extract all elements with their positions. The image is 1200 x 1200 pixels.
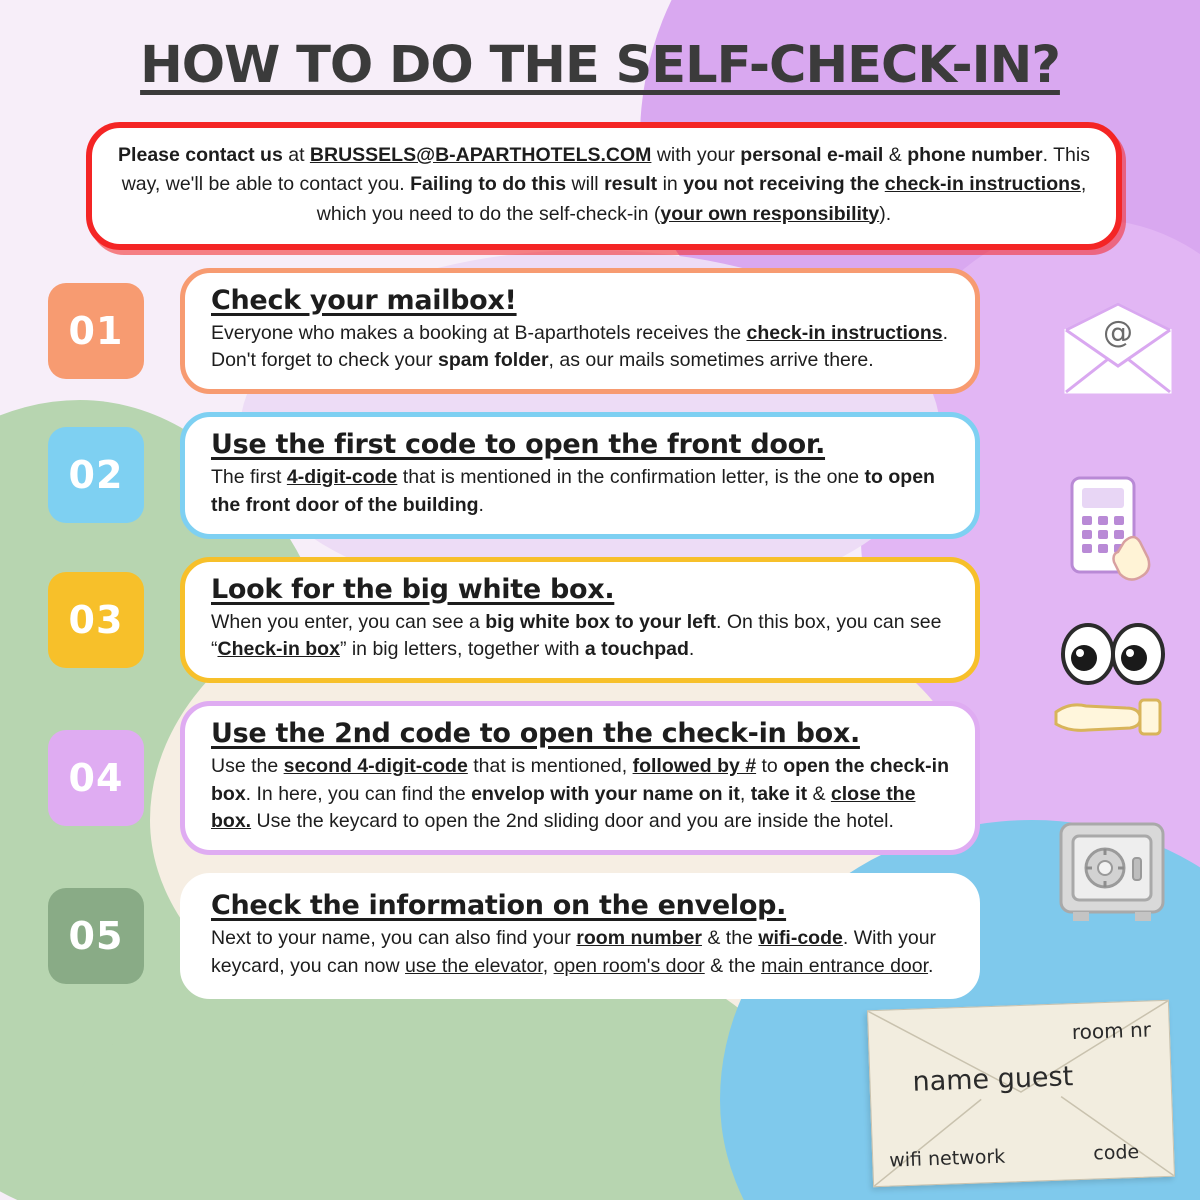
s5-underline-2: wifi-code xyxy=(758,926,843,949)
s1-text-2: . Don't forget to check your xyxy=(211,321,949,372)
step-card-01 xyxy=(180,268,980,394)
s5-text-3: . With your keycard, you can now xyxy=(211,926,937,977)
envelope-info-graphic xyxy=(867,1000,1175,1187)
notice-result: result xyxy=(604,173,658,196)
s3-text-4: . xyxy=(688,638,695,661)
s2-text-2: that is mentioned in the confirmation letter, is the one xyxy=(397,466,865,489)
notice-not-receiving: you not receiving the xyxy=(683,173,880,196)
envelope-guest-name-label: name guest xyxy=(912,1061,1074,1098)
notice-text-which: , which you need to do the self-check-in ( xyxy=(316,173,1087,225)
notice-contact-strong: Please contact us xyxy=(118,144,283,166)
notice-checkin-instructions: check-in instructions xyxy=(884,173,1081,196)
s1-underline-1: check-in instructions xyxy=(746,321,943,344)
envelope-room-nr-label: room nr xyxy=(1071,1017,1152,1045)
s4-underline-2: followed by # xyxy=(632,754,757,777)
svg-text:@: @ xyxy=(1103,315,1133,350)
step-title-01: Check your mailbox! xyxy=(211,284,517,316)
step-body-01 xyxy=(211,320,949,375)
s3-text-1: When you enter, you can see a xyxy=(211,610,486,633)
step-row-02 xyxy=(0,412,1200,538)
s2-text-1: The first xyxy=(211,466,287,489)
s3-bold-1: big white box to your left xyxy=(485,610,717,633)
s4-bold-3: take it xyxy=(750,782,808,805)
notice-own-responsibility: your own responsibility xyxy=(660,202,880,225)
s4-text-3: to xyxy=(756,754,784,777)
notice-failing: Failing to do this xyxy=(410,173,567,196)
step-title-02: Use the first code to open the front door. xyxy=(211,429,826,461)
s5-text-4: , xyxy=(542,954,554,977)
s4-text-2: that is mentioned, xyxy=(467,754,633,777)
s1-bold-1: spam folder xyxy=(438,349,549,372)
s2-bold-1: to open the front door of the building xyxy=(211,466,935,516)
s1-text-3: , as our mails sometimes arrive there. xyxy=(548,349,874,372)
envelope-wifi-network-label: wifi network xyxy=(888,1145,1006,1172)
keypad-touch-icon xyxy=(1058,472,1168,587)
step-card-05 xyxy=(180,873,980,999)
envelope-code-label: code xyxy=(1092,1140,1140,1165)
step-body-05 xyxy=(211,925,949,980)
step-number-01: 01 xyxy=(48,283,144,379)
step-body-03 xyxy=(211,609,949,664)
envelope-at-icon xyxy=(1058,300,1178,400)
s2-text-3: . xyxy=(478,493,484,516)
s5-text-5: & the xyxy=(704,954,762,977)
notice-personal-email: personal e-mail xyxy=(740,144,884,166)
step-body-02 xyxy=(211,464,949,519)
step-row-03 xyxy=(0,557,1200,683)
s5-underline-3: use the elevator xyxy=(405,954,543,977)
step-number-03: 03 xyxy=(48,572,144,668)
step-title-04: Use the 2nd code to open the check-in box. xyxy=(211,717,860,749)
notice-text-thisway: . This way, we'll be able to contact you. xyxy=(121,144,1090,196)
s4-text-1: Use the xyxy=(211,754,284,777)
s4-underline-1: second 4-digit-code xyxy=(283,754,468,777)
notice-text-amp: & xyxy=(888,144,902,166)
step-card-03 xyxy=(180,557,980,683)
s4-text-7: Use the keycard to open the 2nd sliding door and you are inside the hotel. xyxy=(251,810,894,833)
s5-text-1: Next to your name, you can also find your xyxy=(211,926,577,949)
notice-text-close: ). xyxy=(879,202,892,225)
notice-text-will: will xyxy=(571,173,599,196)
s4-text-4: . In here, you can find the xyxy=(245,782,472,805)
notice-text-with-your: with your xyxy=(656,144,735,166)
s5-underline-5: main entrance door xyxy=(761,954,929,977)
step-row-01 xyxy=(0,268,1200,394)
s2-underline-1: 4-digit-code xyxy=(286,466,398,489)
s1-text-1: Everyone who makes a booking at B-aparthotels receives the xyxy=(211,321,747,344)
notice-email: BRUSSELS@B-APARTHOTELS.COM xyxy=(309,144,652,166)
safe-box-icon xyxy=(1055,818,1170,923)
step-number-04: 04 xyxy=(48,730,144,826)
s4-text-6: & xyxy=(807,782,831,805)
s5-underline-4: open room's door xyxy=(553,954,705,977)
s4-underline-3: close the box. xyxy=(211,782,916,833)
s3-underline-1: Check-in box xyxy=(217,638,340,661)
contact-notice-box xyxy=(86,122,1122,250)
eyes-pointing-icon xyxy=(1052,620,1172,750)
s3-text-3: ” in big letters, together with xyxy=(339,638,585,661)
s3-bold-2: a touchpad xyxy=(584,638,689,661)
step-title-05: Check the information on the envelop. xyxy=(211,889,787,921)
page-title: HOW TO DO THE SELF-CHECK-IN? xyxy=(140,36,1060,95)
step-card-02 xyxy=(180,412,980,538)
step-card-04 xyxy=(180,701,980,855)
step-title-03: Look for the big white box. xyxy=(211,573,615,605)
notice-phone-number: phone number xyxy=(907,144,1043,166)
notice-text-in: in xyxy=(662,173,678,196)
step-number-02: 02 xyxy=(48,427,144,523)
s4-bold-1: open the check-in box xyxy=(211,754,949,805)
s4-text-5: , xyxy=(739,782,751,805)
step-row-04 xyxy=(0,701,1200,855)
s5-text-2: & the xyxy=(701,926,759,949)
s5-underline-1: room number xyxy=(576,926,702,949)
step-number-05: 05 xyxy=(48,888,144,984)
step-row-05 xyxy=(0,873,1200,999)
s3-text-2: . On this box, you can see “ xyxy=(211,610,942,661)
notice-text-at: at xyxy=(288,144,305,166)
step-body-04 xyxy=(211,753,949,836)
s4-bold-2: envelop with your name on it xyxy=(471,782,740,805)
s5-text-6: . xyxy=(928,954,934,977)
